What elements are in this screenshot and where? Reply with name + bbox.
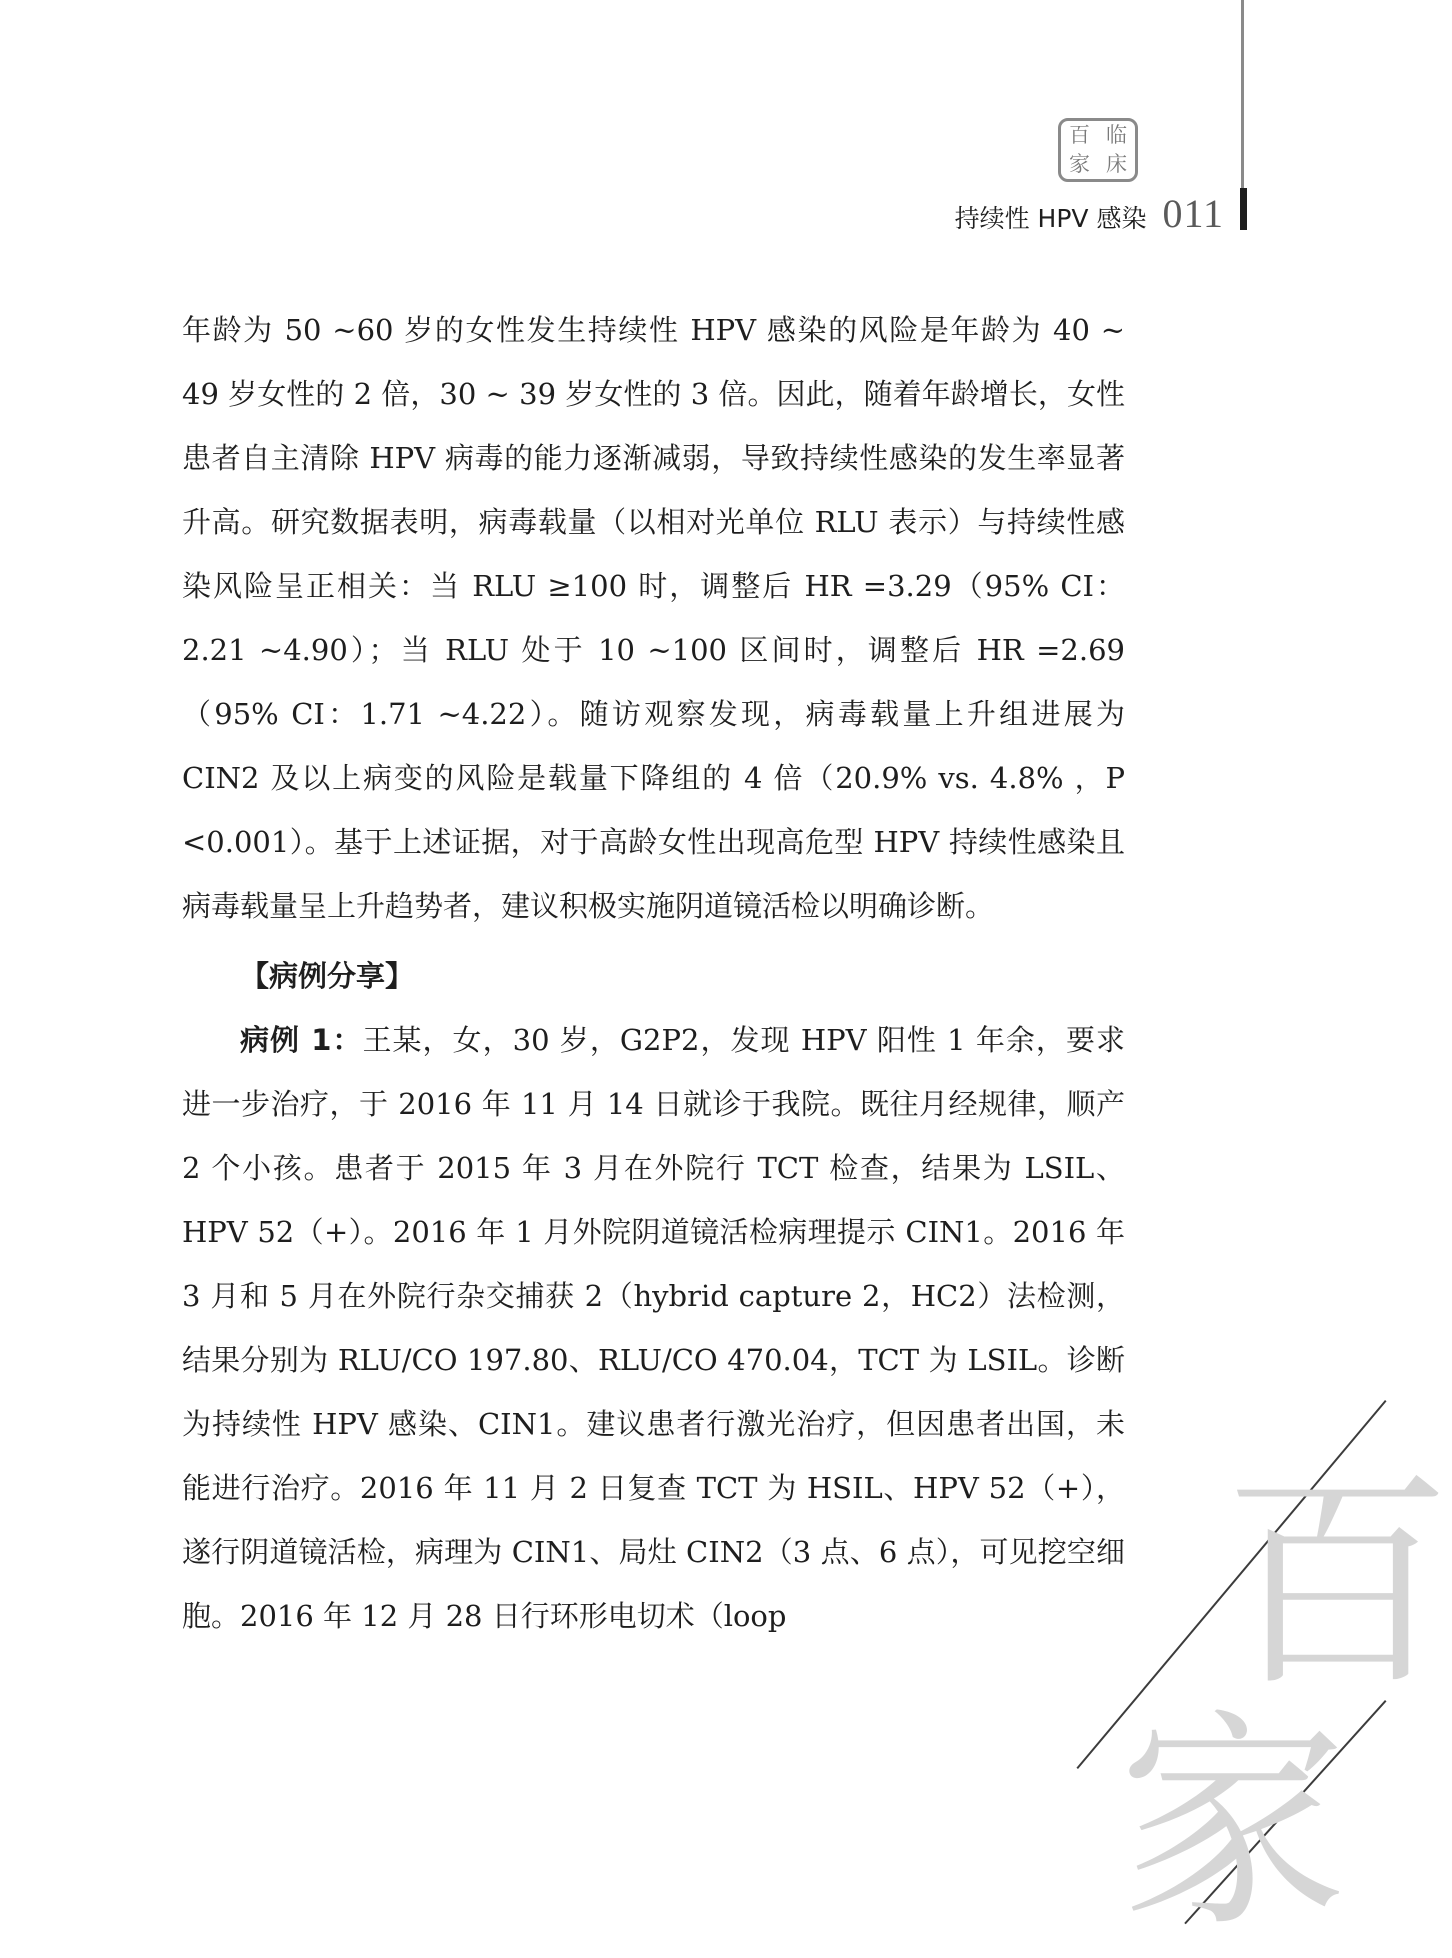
case-section-heading: 【病例分享】 xyxy=(240,959,415,993)
paragraph-age-risk: 年龄为 50 ~60 岁的女性发生持续性 HPV 感染的风险是年龄为 40 ~ 49 岁女性的 2 倍，30 ~ 39 岁女性的 3 倍。因此，随着年龄增长，女性患者自主清除 HPV 病毒的能力逐渐减弱，导致持续性感染的发生率显著升高。研究数据表明，病毒载量（以相对光单位 RLU 表示）与持续性感染风险呈正相关：当 RLU ≥100 时，调整后 HR =3.29（95% CI：2.21 ~4.90）；当 RLU 处于 10 ~100 区间时，调整后 HR =2.69（95% CI：1.71 ~4.22）。随访观察发现，病毒载量上升组进展为 CIN2 及以上病变的风险是载量下降组的 4 倍（20.9% vs. 4.8% ，P <0.001）。基于上述证据，对于高龄女性出现高危型 HPV 持续性感染且病毒载量呈上升趋势者，建议积极实施阴道镜活检以明确诊断。 xyxy=(182,313,1125,923)
body-text xyxy=(182,298,1125,1648)
seal-char: 床 xyxy=(1106,152,1127,176)
header-bar xyxy=(1240,188,1247,230)
watermark-char: 百 xyxy=(1222,1451,1452,1718)
case-1-label: 病例 1： xyxy=(240,1023,363,1057)
running-header xyxy=(955,190,1224,237)
seal-char: 百 xyxy=(1069,123,1090,147)
case-1-text: 王某，女，30 岁，G2P2，发现 HPV 阳性 1 年余，要求进一步治疗，于 2016 年 11 月 14 日就诊于我院。既往月经规律，顺产 2 个小孩。患者于 2015 年 3 月在外院行 TCT 检查，结果为 LSIL、HPV 52（+）。2016 年 1 月外院阴道镜活检病理提示 CIN1。2016 年 3 月和 5 月在外院行杂交捕获 2（hybrid capture 2，HC2）法检测，结果分别为 RLU/CO 197.80、RLU/CO 470.04，TCT 为 LSIL。诊断为持续性 HPV 感染、CIN1。建议患者行激光治疗，但因患者出国，未能进行治疗。2016 年 11 月 2 日复查 TCT 为 HSIL、HPV 52（+），遂行阴道镜活检，病理为 CIN1、局灶 CIN2（3 点、6 点），可见挖空细胞。2016 年 12 月 28 日行环形电切术（loop xyxy=(182,1023,1125,1633)
publisher-seal-logo xyxy=(1058,118,1138,182)
seal-char: 家 xyxy=(1069,152,1090,176)
page-number: 011 xyxy=(1162,191,1224,236)
watermark-char: 家 xyxy=(1118,1691,1349,1958)
seal-char: 临 xyxy=(1106,123,1127,147)
section-title: 持续性 HPV 感染 xyxy=(954,204,1147,233)
case-1-paragraph xyxy=(182,1008,1125,1648)
